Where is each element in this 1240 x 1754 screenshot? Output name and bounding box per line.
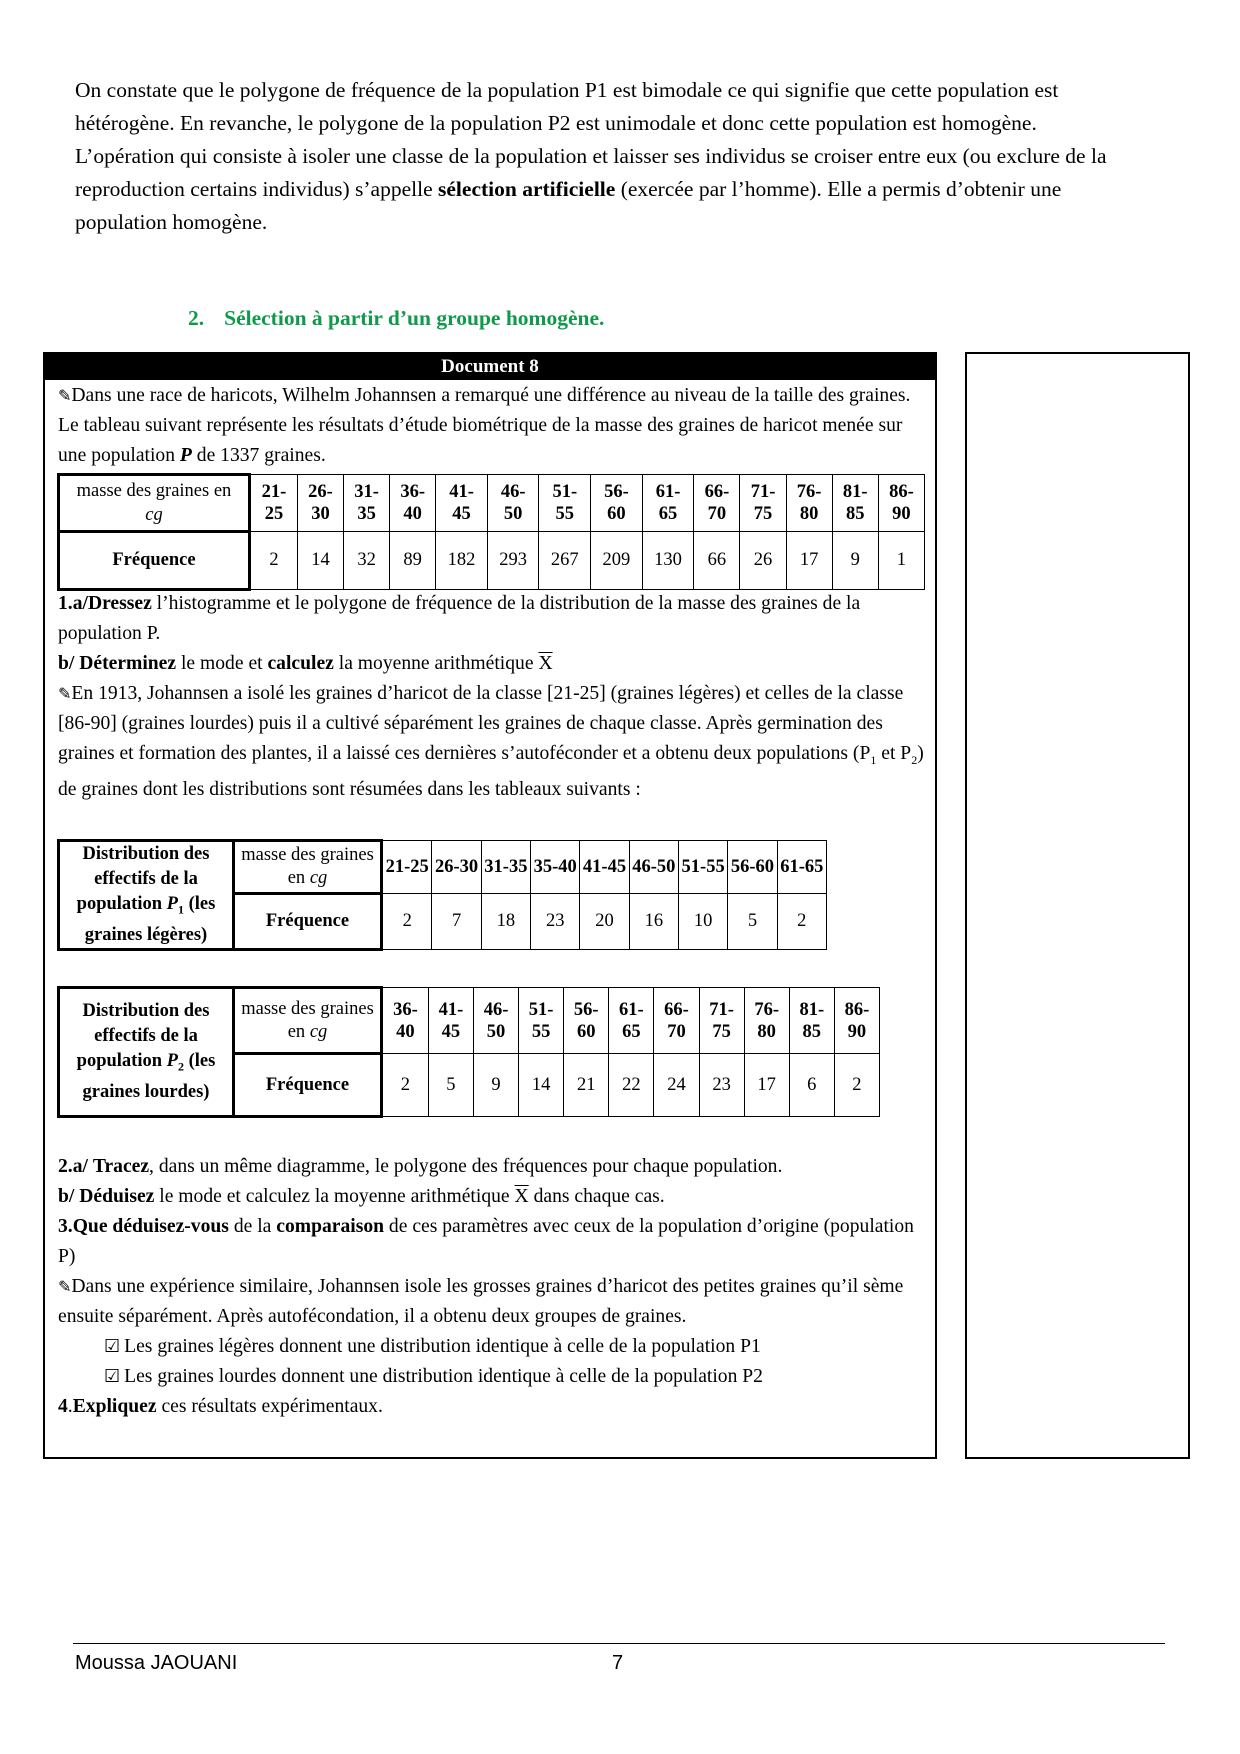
table-class-cell: 26- 30	[297, 475, 343, 532]
table-class-cell: 86- 90	[834, 988, 879, 1054]
table-frequency-cell: 5	[728, 894, 777, 949]
document-questions-2	[58, 1152, 928, 1422]
table-p2-freq-label: Fréquence	[234, 1054, 382, 1117]
table-class-cell: 61- 65	[642, 475, 694, 532]
section-heading: 2. Sélection à partir d’un groupe homogène.	[188, 306, 605, 330]
table-class-cell: 46-50	[629, 841, 678, 894]
table-p1-mass-label: masse des graines en cg	[234, 841, 382, 894]
question-3: 3.Que déduisez-vous de la comparaison de ces paramètres avec ceux de la population d’origine (population P)	[58, 1216, 914, 1267]
table-frequency-cell: 89	[390, 532, 436, 590]
question-4: 4.Expliquez ces résultats expérimentaux.	[58, 1396, 383, 1417]
table-frequency-cell: 2	[834, 1054, 879, 1117]
table-population-p1	[57, 839, 827, 951]
table-class-cell: 36- 40	[390, 475, 436, 532]
table-frequency-cell: 2	[777, 894, 826, 949]
table-frequency-cell: 23	[531, 894, 580, 949]
table-frequency-cell: 5	[428, 1054, 473, 1117]
page-number: 7	[612, 1652, 624, 1674]
answer-box	[965, 352, 1190, 1459]
pencil-icon: ✎	[58, 684, 72, 703]
question-2a: 2.a/ Tracez, dans un même diagramme, le polygone des fréquences pour chaque population.	[58, 1156, 783, 1177]
table-frequency-cell: 9	[473, 1054, 518, 1117]
table-frequency-cell: 9	[832, 532, 878, 590]
table-class-cell: 86- 90	[878, 475, 924, 532]
intro-paragraph-1: On constate que le polygone de fréquence de la population P1 est bimodale ce qui signifie que cette population est hétérogène. En revanche, le polygone de la population P2 est unimodale et donc cette population est homogène.	[75, 78, 1059, 135]
table-class-cell: 76- 80	[786, 475, 832, 532]
checkbox-checked-icon: ☑	[104, 1336, 121, 1357]
table-frequency-cell: 182	[436, 532, 488, 590]
table-class-cell: 46- 50	[487, 475, 539, 532]
table-frequency-cell: 14	[519, 1054, 564, 1117]
table-frequency-cell: 209	[591, 532, 643, 590]
table-class-cell: 35-40	[531, 841, 580, 894]
table-p1-freq-label: Fréquence	[234, 894, 382, 949]
table-class-cell: 46- 50	[473, 988, 518, 1054]
table-class-cell: 41-45	[580, 841, 629, 894]
table-frequency-cell: 293	[487, 532, 539, 590]
document-paragraph-1: ✎Dans une race de haricots, Wilhelm Johannsen a remarqué une différence au niveau de la taille des graines. Le tableau suivant représente les résultats d’étude biométrique de la masse des graines de haricot menée sur une population P de 1337 graines.	[58, 385, 911, 466]
table-p-freq-label: Fréquence	[59, 532, 250, 590]
table-class-cell: 71- 75	[699, 988, 744, 1054]
table-frequency-cell: 10	[678, 894, 727, 949]
question-1b: b/ Déterminez le mode et calculez la moyenne arithmétique $\overline{X}$	[58, 653, 553, 674]
table-frequency-cell: 18	[481, 894, 530, 949]
table-class-cell: 76- 80	[744, 988, 789, 1054]
table-p1-title: Distribution des effectifs de la population $P_1$ (les graines légères)	[59, 841, 234, 950]
table-frequency-cell: 2	[250, 532, 298, 590]
table-class-cell: 56-60	[728, 841, 777, 894]
checklist-item-1: ☑ Les graines légères donnent une distribution identique à celle de la population P1	[104, 1336, 761, 1357]
checkbox-checked-icon: ☑	[104, 1366, 121, 1387]
table-class-cell: 66- 70	[654, 988, 699, 1054]
table-frequency-cell: 21	[564, 1054, 609, 1117]
table-frequency-cell: 22	[609, 1054, 654, 1117]
table-class-cell: 51-55	[678, 841, 727, 894]
table-frequency-cell: 24	[654, 1054, 699, 1117]
table-frequency-cell: 66	[694, 532, 740, 590]
table-class-cell: 51- 55	[539, 475, 591, 532]
table-frequency-cell: 26	[740, 532, 786, 590]
intro-text	[75, 74, 1155, 239]
table-frequency-cell: 2	[382, 894, 432, 949]
table-class-cell: 41- 45	[436, 475, 488, 532]
table-frequency-cell: 2	[382, 1054, 429, 1117]
table-frequency-cell: 7	[432, 894, 481, 949]
table-class-cell: 66- 70	[694, 475, 740, 532]
table-class-cell: 56- 60	[591, 475, 643, 532]
footer-divider	[73, 1643, 1165, 1644]
table-p2-mass-label: masse des graines en cg	[234, 988, 382, 1054]
table-p2-title: Distribution des effectifs de la population $P_2$ (les graines lourdes)	[59, 988, 234, 1117]
table-frequency-cell: 17	[786, 532, 832, 590]
table-frequency-cell: 23	[699, 1054, 744, 1117]
document-paragraph-2: ✎En 1913, Johannsen a isolé les graines d’haricot de la classe [21-25] (graines légères) et celles de la classe [86-90] (graines lourdes) puis il a cultivé séparément les graines de chaque classe. Après germination des graines et formation des plantes, il a laissé ces dernières s’autoféconder et a obtenu deux populations ($P_1$ et $P_2$) de graines dont les distributions sont résumées dans les tableaux suivants :	[58, 683, 924, 800]
table-population-p	[57, 473, 925, 591]
document-questions-1	[58, 589, 928, 805]
table-frequency-cell: 130	[642, 532, 694, 590]
question-2b: b/ Déduisez le mode et calculez la moyenne arithmétique $\overline{X}$ dans chaque cas.	[58, 1186, 665, 1207]
checklist-item-2: ☑ Les graines lourdes donnent une distribution identique à celle de la population P2	[104, 1366, 763, 1387]
table-class-cell: 81- 85	[832, 475, 878, 532]
table-class-cell: 61- 65	[609, 988, 654, 1054]
table-frequency-cell: 16	[629, 894, 678, 949]
table-class-cell: 81- 85	[789, 988, 834, 1054]
table-class-cell: 26-30	[432, 841, 481, 894]
table-class-cell: 71- 75	[740, 475, 786, 532]
table-frequency-cell: 14	[297, 532, 343, 590]
pencil-icon: ✎	[58, 386, 72, 405]
table-class-cell: 36- 40	[382, 988, 429, 1054]
pencil-icon: ✎	[58, 1277, 72, 1296]
table-frequency-cell: 267	[539, 532, 591, 590]
table-frequency-cell: 32	[344, 532, 390, 590]
document-paragraph-3: ✎Dans une expérience similaire, Johannsen isole les grosses graines d’haricot des petites graines qu’il sème ensuite séparément. Après autofécondation, il a obtenu deux groupes de graines.	[58, 1276, 904, 1327]
table-class-cell: 56- 60	[564, 988, 609, 1054]
footer-author: Moussa JAOUANI	[75, 1652, 238, 1674]
table-frequency-cell: 20	[580, 894, 629, 949]
table-population-p2	[57, 986, 880, 1118]
table-frequency-cell: 17	[744, 1054, 789, 1117]
document-8-box	[43, 352, 937, 1459]
table-class-cell: 41- 45	[428, 988, 473, 1054]
table-p-mass-label: masse des graines en cg	[59, 475, 250, 532]
table-frequency-cell: 6	[789, 1054, 834, 1117]
question-1a: 1.a/Dressez l’histogramme et le polygone de fréquence de la distribution de la masse des graines de la population P.	[58, 593, 861, 644]
table-frequency-cell: 1	[878, 532, 924, 590]
table-class-cell: 21- 25	[250, 475, 298, 532]
table-class-cell: 21-25	[382, 841, 432, 894]
table-class-cell: 31-35	[481, 841, 530, 894]
document-title: Document 8	[45, 352, 935, 380]
intro-paragraph-2: L’opération qui consiste à isoler une classe de la population et laisser ses individus se croiser entre eux (ou exclure de la reproduction certains individus) s’appelle sélection artificielle (exercée par l’homme). Elle a permis d’obtenir une population homogène.	[75, 144, 1107, 234]
table-class-cell: 61-65	[777, 841, 826, 894]
table-class-cell: 51- 55	[519, 988, 564, 1054]
table-class-cell: 31- 35	[344, 475, 390, 532]
